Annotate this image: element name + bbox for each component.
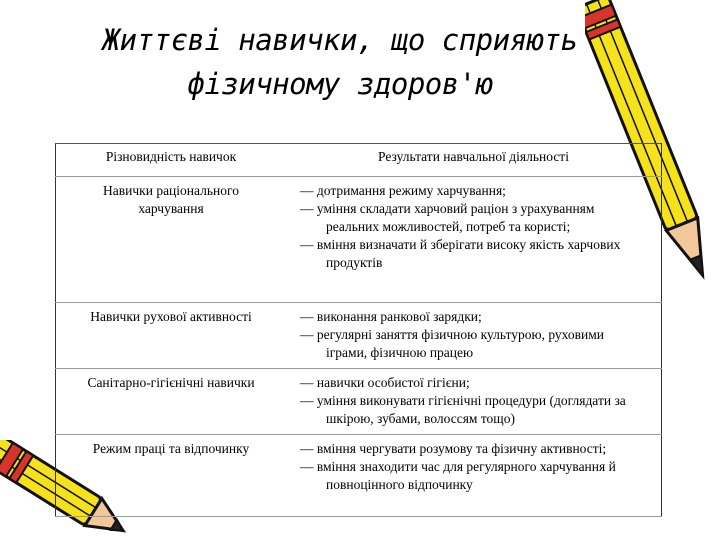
page-title xyxy=(70,18,610,106)
list-item: — вміння визначати й зберігати високу якість харчових продуктів xyxy=(300,237,621,270)
table-row xyxy=(56,369,662,435)
results-cell xyxy=(286,303,662,369)
list-item: — уміння складати харчовий раціон з урахуванням реальних можливостей, потреб та користі; xyxy=(300,201,595,234)
table-row xyxy=(56,435,662,517)
list-item: — навички особистої гігієни; xyxy=(300,375,470,390)
column-header-skill-type: Різновидність навичок xyxy=(56,144,287,177)
skills-table xyxy=(55,143,662,517)
list-item: — вміння чергувати розумову та фізичну активності; xyxy=(300,441,607,456)
list-item: — виконання ранкової зарядки; xyxy=(300,309,482,324)
results-cell xyxy=(286,177,662,303)
skill-cell: Режим праці та відпочинку xyxy=(56,435,287,517)
list-item: — уміння виконувати гігієнічні процедури (доглядати за шкірою, зубами, волоссям тощо) xyxy=(300,393,626,426)
list-item: — регулярні заняття фізичною культурою, руховими іграми, фізичною працею xyxy=(300,327,604,360)
skill-cell: Навички раціонального харчування xyxy=(56,177,287,303)
table-header-row xyxy=(56,144,662,177)
skill-cell: Навички рухової активності xyxy=(56,303,287,369)
table-row xyxy=(56,303,662,369)
table-row xyxy=(56,177,662,303)
title-line-1: Життєві навички, що сприяють xyxy=(102,23,578,57)
column-header-results: Результати навчальної діяльності xyxy=(286,144,662,177)
results-cell xyxy=(286,369,662,435)
list-item: — дотримання режиму харчування; xyxy=(300,183,506,198)
list-item: — вміння знаходити час для регулярного харчування й повноцінного відпочинку xyxy=(300,459,616,492)
title-line-2: фізичному здоров'ю xyxy=(187,67,493,101)
results-cell xyxy=(286,435,662,517)
skill-cell: Санітарно-гігієнічні навички xyxy=(56,369,287,435)
